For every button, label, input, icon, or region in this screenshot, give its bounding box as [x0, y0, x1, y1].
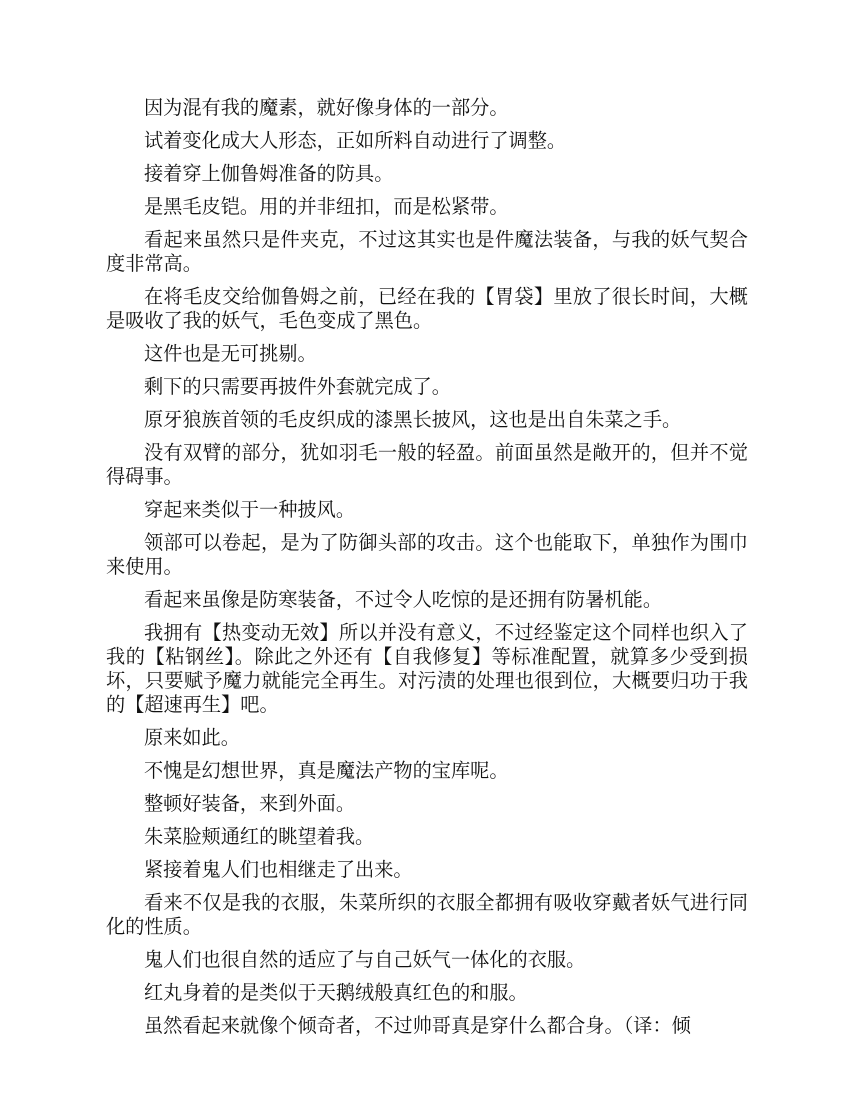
paragraph: 没有双臂的部分，犹如羽毛一般的轻盈。前面虽然是敞开的，但并不觉得碍事。	[106, 441, 748, 488]
paragraph: 看起来虽像是防寒装备，不过令人吃惊的是还拥有防暑机能。	[144, 588, 663, 611]
paragraph: 剩下的只需要再披件外套就完成了。	[144, 375, 451, 398]
paragraph: 在将毛皮交给伽鲁姆之前，已经在我的【胃袋】里放了很长时间，大概是吸收了我的妖气，毛色变成了黑色。	[106, 285, 748, 332]
paragraph: 不愧是幻想世界，真是魔法产物的宝库呢。	[144, 759, 509, 782]
paragraph: 接着穿上伽鲁姆准备的防具。	[144, 162, 394, 185]
document-page	[106, 96, 748, 1047]
paragraph: 鬼人们也很自然的适应了与自己妖气一体化的衣服。	[144, 948, 586, 971]
paragraph: 原牙狼族首领的毛皮织成的漆黑长披风，这也是出自朱菜之手。	[144, 408, 682, 431]
paragraph: 原来如此。	[144, 726, 240, 749]
paragraph: 因为混有我的魔素，就好像身体的一部分。	[144, 96, 509, 119]
paragraph: 看起来虽然只是件夹克，不过这其实也是件魔法装备，与我的妖气契合度非常高。	[106, 228, 748, 275]
paragraph: 朱菜脸颊通红的眺望着我。	[144, 825, 375, 848]
paragraph: 红丸身着的是类似于天鹅绒般真红色的和服。	[144, 981, 528, 1004]
paragraph: 是黑毛皮铠。用的并非纽扣，而是松紧带。	[144, 195, 509, 218]
paragraph: 虽然看起来就像个倾奇者，不过帅哥真是穿什么都合身。（译：倾	[144, 1014, 691, 1037]
paragraph: 整顿好装备，来到外面。	[144, 792, 356, 815]
paragraph: 试着变化成大人形态，正如所料自动进行了调整。	[144, 129, 567, 152]
paragraph: 这件也是无可挑剔。	[144, 342, 317, 365]
paragraph: 我拥有【热变动无效】所以并没有意义，不过经鉴定这个同样也织入了我的【粘钢丝】。除此之外还有【自我修复】等标准配置，就算多少受到损坏，只要赋予魔力就能完全再生。对污渍的处理也很到位，大概要归功于我的【超速再生】吧。	[106, 621, 748, 716]
paragraph: 领部可以卷起，是为了防御头部的攻击。这个也能取下，单独作为围巾来使用。	[106, 531, 748, 578]
paragraph: 穿起来类似于一种披风。	[144, 498, 356, 521]
paragraph: 看来不仅是我的衣服，朱菜所织的衣服全都拥有吸收穿戴者妖气进行同化的性质。	[106, 891, 748, 938]
paragraph: 紧接着鬼人们也相继走了出来。	[144, 858, 413, 881]
